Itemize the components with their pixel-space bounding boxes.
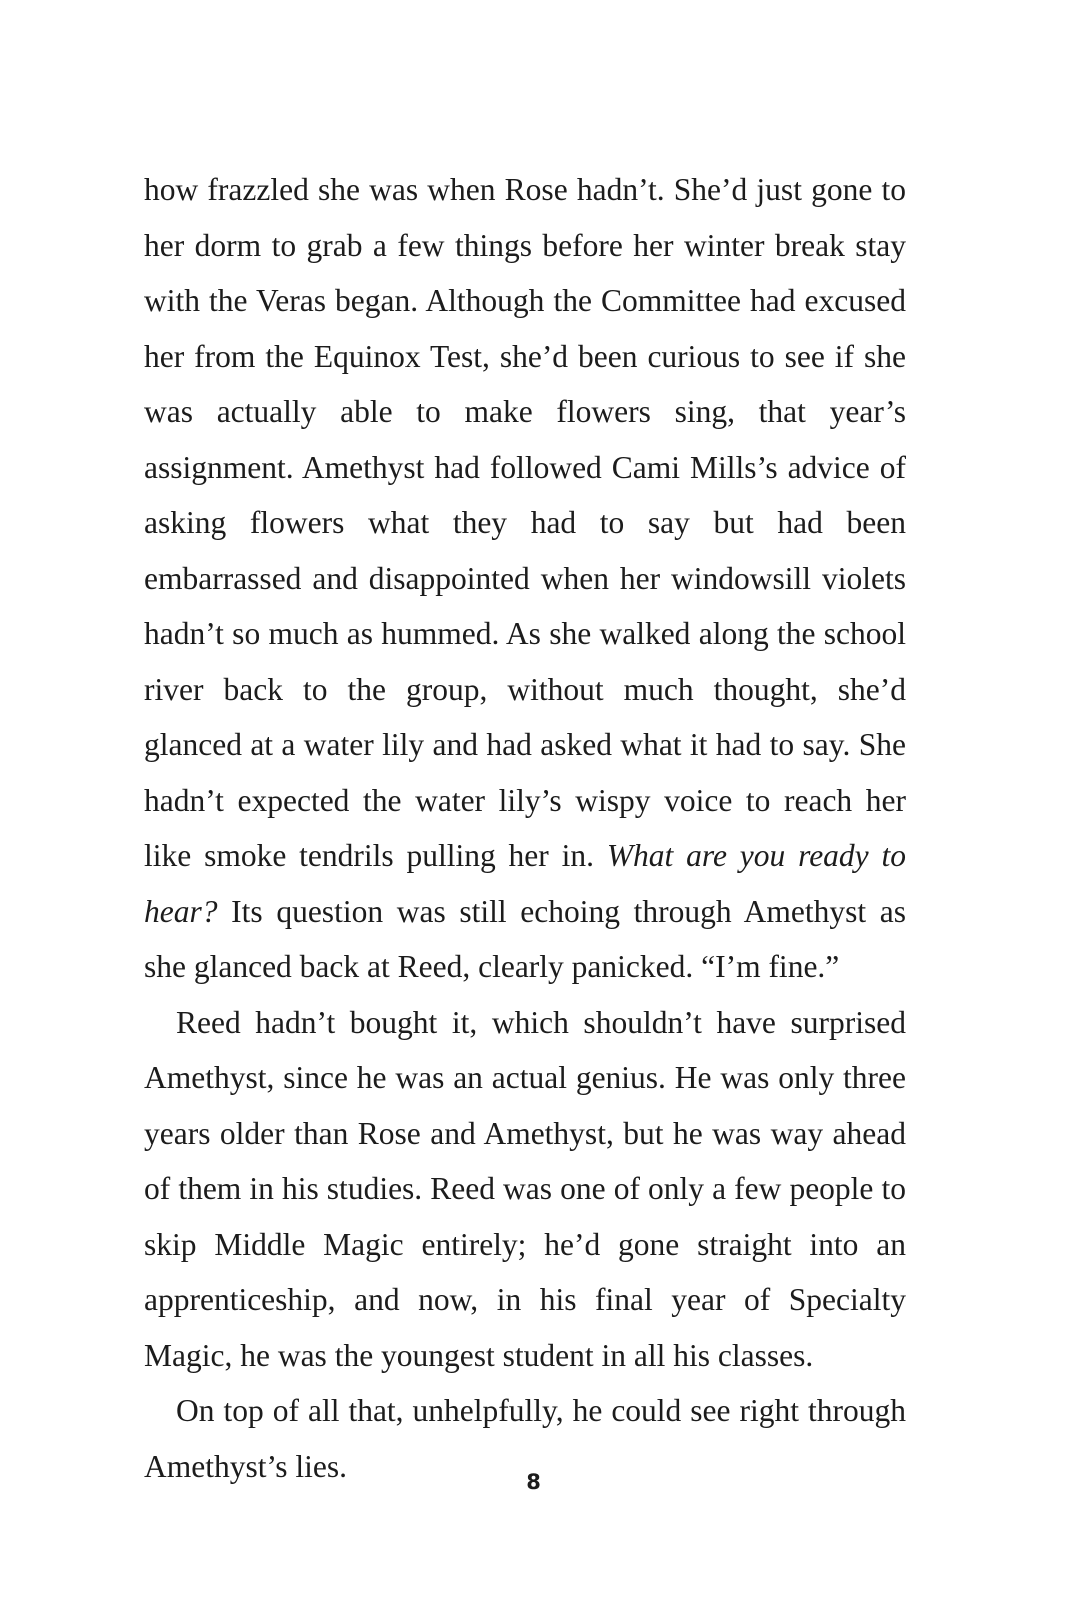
body-text: [144, 162, 906, 1494]
page-number: 8: [526, 1470, 541, 1494]
paragraph: On top of all that, unhelpfully, he could see right through Amethyst’s lies.: [144, 1393, 906, 1484]
paragraph: Reed hadn’t bought it, which shouldn’t have surprised Amethyst, since he was an actual genius. He was only three years older than Rose and Amethyst, but he was way ahead of them in his studies. Reed was one of only a few people to skip Middle Magic entirely; he’d gone straight into an apprenticeship, and now, in his final year of Specialty Magic, he was the youngest student in all his classes.: [144, 1004, 906, 1373]
paragraph-text: Its question was still echoing through Amethyst as she glanced back at Reed, clearly panicked. “I’m fine.”: [144, 893, 906, 984]
paragraph-continued: [144, 162, 906, 995]
italic-thought: What are you ready to hear?: [144, 838, 906, 929]
paragraph-text: how frazzled she was when Rose hadn’t. She’d just gone to her dorm to grab a few things before her winter break stay with the Veras began. Although the Committee had excused her from the Equinox Test, she’d been curious to see if she was actually able to make flowers sing, that year’s assignment. Amethyst had followed Cami Mills’s advice of asking flowers what they had to say but had been embarrassed and disappointed when her windowsill violets hadn’t so much as hummed. As she walked along the school river back to the group, without much thought, she’d glanced at a water lily and had asked what it had to say. She hadn’t expected the water lily’s wispy voice to reach her like smoke tendrils pulling her in.: [144, 172, 906, 873]
